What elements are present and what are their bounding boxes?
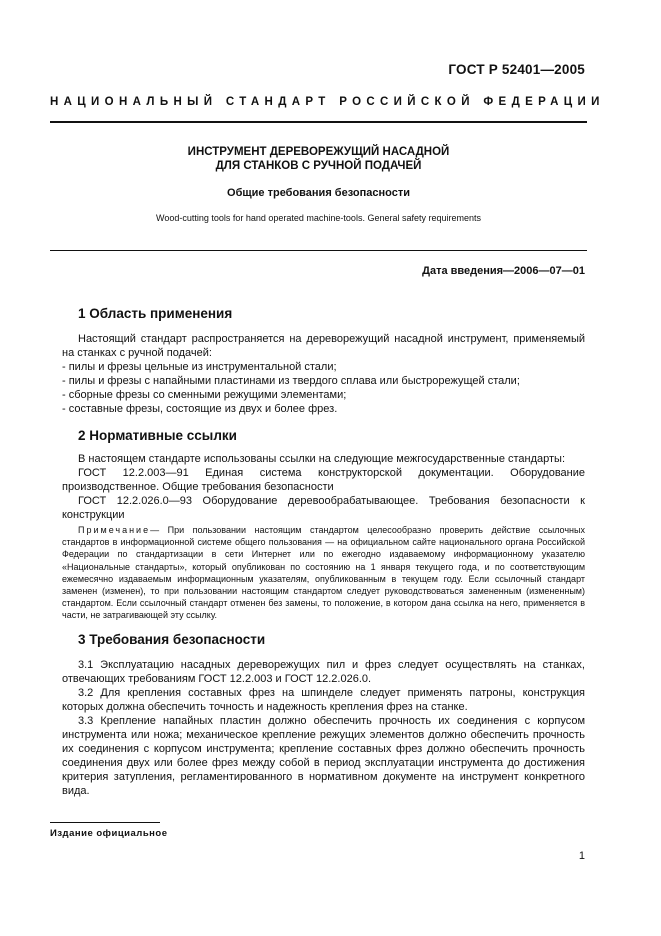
clause-3-1 <box>62 658 585 686</box>
section-2-heading: 2 Нормативные ссылки <box>78 428 237 443</box>
introduction-date: Дата введения—2006—07—01 <box>422 265 585 277</box>
note-block <box>62 524 585 622</box>
list-item: - составные фрезы, состоящие из двух и более фрез. <box>62 403 338 415</box>
title-line-2: ДЛЯ СТАНКОВ С РУЧНОЙ ПОДАЧЕЙ <box>215 160 422 172</box>
list-item: - пилы и фрезы с напайными пластинами из твердого сплава или быстрорежущей стали; <box>62 375 520 387</box>
reference-1 <box>62 466 585 494</box>
clause-3-3-text: 3.3 Крепление напайных пластин должно обеспечить прочность их соединения с корпусом инструмента или ножа; механическое крепление режущих элементов должно обеспечить прочность их соединения с корпусом инструмента; крепление составных фрез должно обеспечить прочность соединения двух или более фрез между собой в период эксплуатации инструмента до достижения критерия затупления, регламентированного в нормативном документе на инструмент конкретного вида. <box>62 715 585 797</box>
note-text: — При пользовании настоящим стандартом целесообразно проверить действие ссылочных стандартов в информационной системе общего пользования — на официальном сайте национального органа Российской Федерации по стандартизации в сети Интернет или по ежегодно издаваемому информационному указателю «Национальные стандарты», который опубликован по состоянию на 1 января текущего года, и по соответствующим ежемесячно издаваемым информационным указателям, опубликованным в текущем году. Если ссылочный стандарт заменен (изменен), то при пользовании настоящим стандартом следует руководствоваться замененным (измененным) стандартом. Если ссылочный стандарт отменен без замены, то положение, в котором дана ссылка на него, применяется в части, не затрагивающей эту ссылку. <box>62 525 585 621</box>
section-1-heading: 1 Область применения <box>78 306 233 321</box>
middle-rule <box>50 250 587 251</box>
title-line-1: ИНСТРУМЕНТ ДЕРЕВОРЕЖУЩИЙ НАСАДНОЙ <box>187 146 450 158</box>
section-3-heading: 3 Требования безопасности <box>78 632 266 647</box>
footer-rule <box>50 822 160 823</box>
reference-2 <box>62 494 585 522</box>
national-standard-banner: НАЦИОНАЛЬНЫЙ СТАНДАРТ РОССИЙСКОЙ ФЕДЕРАЦИИ <box>50 96 605 108</box>
clause-3-2-text: 3.2 Для крепления составных фрез на шпинделе следует применять патроны, конструкция которых должна обеспечить точность и надежность крепления фрез на станке. <box>62 687 585 713</box>
reference-2-text: ГОСТ 12.2.026.0—93 Оборудование деревообрабатывающее. Требования безопасности к конструкции <box>62 495 585 521</box>
document-subtitle: Общие требования безопасности <box>227 187 410 199</box>
section-1-paragraph-text: Настоящий стандарт распространяется на дереворежущий насадной инструмент, применяемый на станках с ручной подачей: <box>62 333 585 359</box>
section-2-paragraph <box>62 452 585 466</box>
top-rule <box>50 121 587 123</box>
clause-3-2 <box>62 686 585 714</box>
list-item: - сборные фрезы со сменными режущими элементами; <box>62 389 347 401</box>
section-1-paragraph <box>62 332 585 360</box>
section-2-paragraph-text: В настоящем стандарте использованы ссылки на следующие межгосударственные стандарты: <box>78 453 566 465</box>
clause-3-3 <box>62 714 585 798</box>
clause-3-1-text: 3.1 Эксплуатацию насадных дереворежущих пил и фрез следует осуществлять на станках, отвечающих требованиям ГОСТ 12.2.003 и ГОСТ 12.2.026.0. <box>62 659 585 685</box>
doc-number: ГОСТ Р 52401—2005 <box>448 62 585 77</box>
note-label: Примечание <box>78 525 151 535</box>
list-item: - пилы и фрезы цельные из инструментальной стали; <box>62 361 337 373</box>
official-edition-label: Издание официальное <box>50 828 168 839</box>
page-number: 1 <box>578 850 585 862</box>
reference-1-text: ГОСТ 12.2.003—91 Единая система конструкторской документации. Оборудование производственное. Общие требования безопасности <box>62 467 585 493</box>
document-title <box>50 145 587 173</box>
english-title: Wood-cutting tools for hand operated machine-tools. General safety requirements <box>155 213 481 223</box>
